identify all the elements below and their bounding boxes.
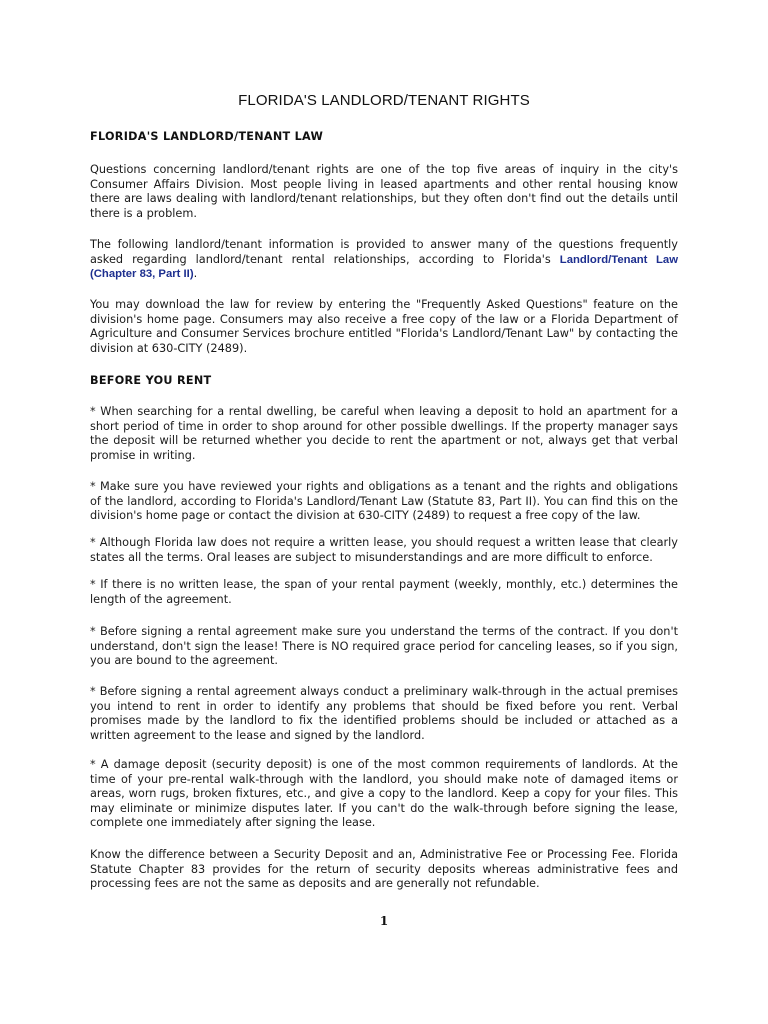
paragraph: * Although Florida law does not require a written lease, you should request a written lease that clearly states all the terms. Oral leases are subject to misunderstandings and are more difficult to enforce.: [90, 536, 678, 564]
page-title: FLORIDA'S LANDLORD/TENANT RIGHTS: [238, 92, 530, 109]
paragraph-with-law-link: [90, 238, 678, 282]
paragraph: * If there is no written lease, the span of your rental payment (weekly, monthly, etc.) determines the length of the agreement.: [90, 578, 678, 606]
paragraph: You may download the law for review by entering the "Frequently Asked Questions" feature on the division's home page. Consumers may also receive a free copy of the law or a Florida Department of Agriculture and Consumer Services brochure entitled "Florida's Landlord/Tenant Law" by contacting the division at 630-CITY (2489).: [90, 298, 678, 355]
paragraph-text: The following landlord/tenant information is provided to answer many of the questions frequently asked regarding landlord/tenant rental relationships, according to Florida's: [90, 238, 678, 266]
page-number: 1: [379, 914, 389, 928]
paragraph-text-end: .: [193, 267, 198, 281]
section-heading-before-you-rent: BEFORE YOU RENT: [90, 374, 212, 387]
section-heading-landlord-tenant-law: FLORIDA'S LANDLORD/TENANT LAW: [90, 130, 324, 143]
paragraph: * Make sure you have reviewed your rights and obligations as a tenant and the rights and obligations of the landlord, according to Florida's Landlord/Tenant Law (Statute 83, Part II). You can find this on the division's home page or contact the division at 630-CITY (2489) to request a free copy of the law.: [90, 480, 678, 523]
paragraph: * A damage deposit (security deposit) is one of the most common requirements of landlords. At the time of your pre-rental walk-through with the landlord, you should make note of damaged items or areas, worn rugs, broken fixtures, etc., and give a copy to the landlord. Keep a copy for your files. This may eliminate or minimize disputes later. If you can't do the walk-through before signing the lease, complete one immediately after signing the lease.: [90, 758, 678, 830]
landlord-tenant-law-link[interactable]: Landlord/Tenant Law (Chapter 83, Part II): [90, 253, 679, 281]
paragraph: Questions concerning landlord/tenant rights are one of the top five areas of inquiry in the city's Consumer Affairs Division. Most people living in leased apartments and other rental housing know there are laws dealing with landlord/tenant relationships, but they often don't find out the details until there is a problem.: [90, 163, 678, 220]
paragraph: * Before signing a rental agreement always conduct a preliminary walk-through in the actual premises you intend to rent in order to identify any problems that should be fixed before you rent. Verbal promises made by the landlord to fix the identified problems should be included or attached as a written agreement to the lease and signed by the landlord.: [90, 685, 678, 742]
paragraph: * Before signing a rental agreement make sure you understand the terms of the contract. If you don't understand, don't sign the lease! There is NO required grace period for canceling leases, so if you sign, you are bound to the agreement.: [90, 625, 678, 668]
paragraph: * When searching for a rental dwelling, be careful when leaving a deposit to hold an apartment for a short period of time in order to shop around for other possible dwellings. If the property manager says the deposit will be returned whether you decide to rent the apartment or not, always get that verbal promise in writing.: [90, 405, 678, 462]
paragraph: Know the difference between a Security Deposit and an, Administrative Fee or Processing Fee. Florida Statute Chapter 83 provides for the return of security deposits whereas administrative fees and processing fees are not the same as deposits and are generally not refundable.: [90, 848, 678, 891]
